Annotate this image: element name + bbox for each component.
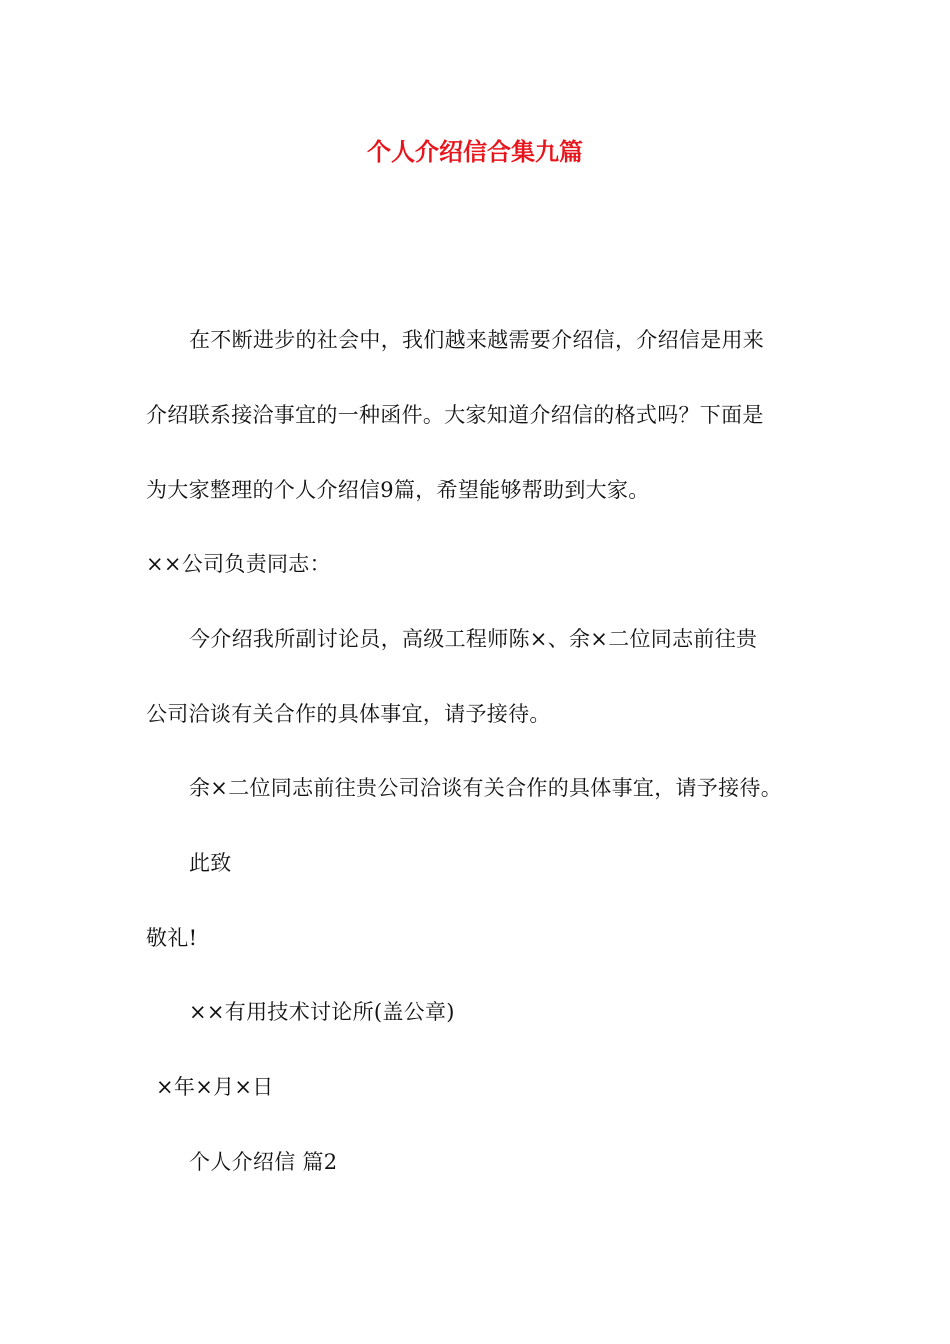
paragraph-line: 余×二位同志前往贵公司洽谈有关合作的具体事宜，请予接待。 xyxy=(189,776,782,800)
section-heading: 个人介绍信 篇2 xyxy=(189,1150,338,1174)
signature-line: ××有用技术讨论所(盖公章) xyxy=(189,1000,455,1024)
document-title: 个人介绍信合集九篇 xyxy=(367,138,583,166)
paragraph-line: 介绍联系接洽事宜的一种函件。大家知道介绍信的格式吗？下面是 xyxy=(146,403,764,427)
paragraph-line: 公司洽谈有关合作的具体事宜，请予接待。 xyxy=(146,702,551,726)
paragraph-line: 在不断进步的社会中，我们越来越需要介绍信，介绍信是用来 xyxy=(189,328,765,352)
salutation-line: ××公司负责同志： xyxy=(146,552,331,576)
date-line: ×年×月×日 xyxy=(156,1075,274,1099)
paragraph-line: 今介绍我所副讨论员，高级工程师陈×、余×二位同志前往贵 xyxy=(189,627,758,651)
closing-line: 此致 xyxy=(189,851,232,875)
closing-line: 敬礼! xyxy=(146,926,198,950)
paragraph-line: 为大家整理的个人介绍信9篇，希望能够帮助到大家。 xyxy=(146,478,650,502)
